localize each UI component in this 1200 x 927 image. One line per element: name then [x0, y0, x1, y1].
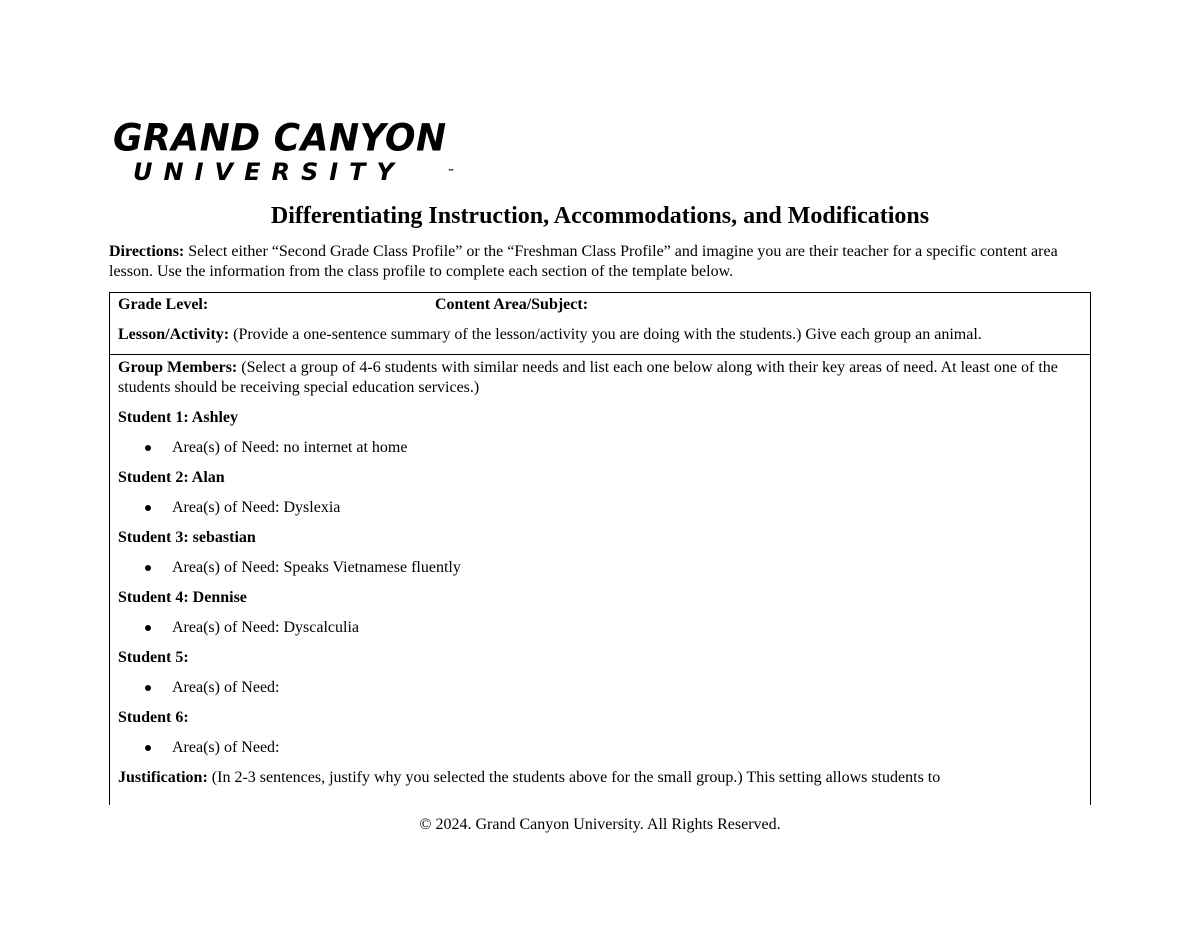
- bullet-icon: [145, 685, 151, 691]
- table-row-lesson-info: [110, 293, 1090, 355]
- group-members-field: [118, 358, 1082, 398]
- student-2-need: Area(s) of Need: Dyslexia: [172, 499, 341, 516]
- list-item: [118, 678, 1082, 698]
- logo-text-line1: GRAND CANYON: [113, 116, 447, 160]
- student-1-need: Area(s) of Need: no internet at home: [172, 439, 408, 456]
- grade-level-label: Grade Level:: [118, 296, 209, 313]
- trademark-symbol: ™: [447, 168, 455, 176]
- logo-text-university: UNIVERSITY: [133, 158, 405, 186]
- bullet-icon: [145, 565, 151, 571]
- list-item: [118, 498, 1082, 518]
- student-3-need: Area(s) of Need: Speaks Vietnamese fluently: [172, 559, 461, 576]
- list-item: [118, 558, 1082, 578]
- list-item: [118, 438, 1082, 458]
- student-1-label: Student 1: Ashley: [118, 409, 239, 426]
- bullet-icon: [145, 625, 151, 631]
- university-logo: [113, 116, 455, 186]
- list-item: [118, 618, 1082, 638]
- student-2-label: Student 2: Alan: [118, 469, 225, 486]
- justification-text: (In 2-3 sentences, justify why you selected the students above for the small group.) This setting allows students to: [207, 769, 941, 786]
- bullet-icon: [145, 445, 151, 451]
- content-area-label: Content Area/Subject:: [435, 296, 589, 313]
- copyright-footer: © 2024. Grand Canyon University. All Rights Reserved.: [419, 816, 781, 833]
- directions-label: Directions:: [109, 243, 185, 260]
- lesson-activity-label: Lesson/Activity:: [118, 326, 230, 343]
- bullet-icon: [145, 745, 151, 751]
- group-members-label: Group Members:: [118, 359, 238, 376]
- student-5-need: Area(s) of Need:: [172, 679, 280, 696]
- student-5-label: Student 5:: [118, 649, 189, 666]
- student-3-label: Student 3: sebastian: [118, 529, 256, 546]
- justification-field: [118, 768, 1082, 788]
- student-4-label: Student 4: Dennise: [118, 589, 247, 606]
- student-6-label: Student 6:: [118, 709, 189, 726]
- directions-paragraph: [109, 242, 1094, 282]
- student-4-need: Area(s) of Need: Dyscalculia: [172, 619, 360, 636]
- lesson-template-table: [109, 292, 1091, 805]
- justification-label: Justification:: [118, 769, 208, 786]
- table-row-group-members: [110, 355, 1090, 788]
- group-members-text: (Select a group of 4-6 students with similar needs and list each one below along with their key areas of need. At least one of the students should be receiving special education services.): [118, 359, 1058, 396]
- logo-text-line2: [133, 158, 455, 186]
- bullet-icon: [145, 505, 151, 511]
- student-6-need: Area(s) of Need:: [172, 739, 280, 756]
- directions-text: Select either “Second Grade Class Profile” or the “Freshman Class Profile” and imagine you are their teacher for a specific content area lesson. Use the information from the class profile to complete each section of the template below.: [109, 243, 1058, 280]
- lesson-activity-text: (Provide a one-sentence summary of the lesson/activity you are doing with the students.) Give each group an animal.: [229, 326, 982, 343]
- lesson-activity-field: [118, 325, 1082, 345]
- list-item: [118, 738, 1082, 758]
- page-title: Differentiating Instruction, Accommodations, and Modifications: [270, 203, 930, 229]
